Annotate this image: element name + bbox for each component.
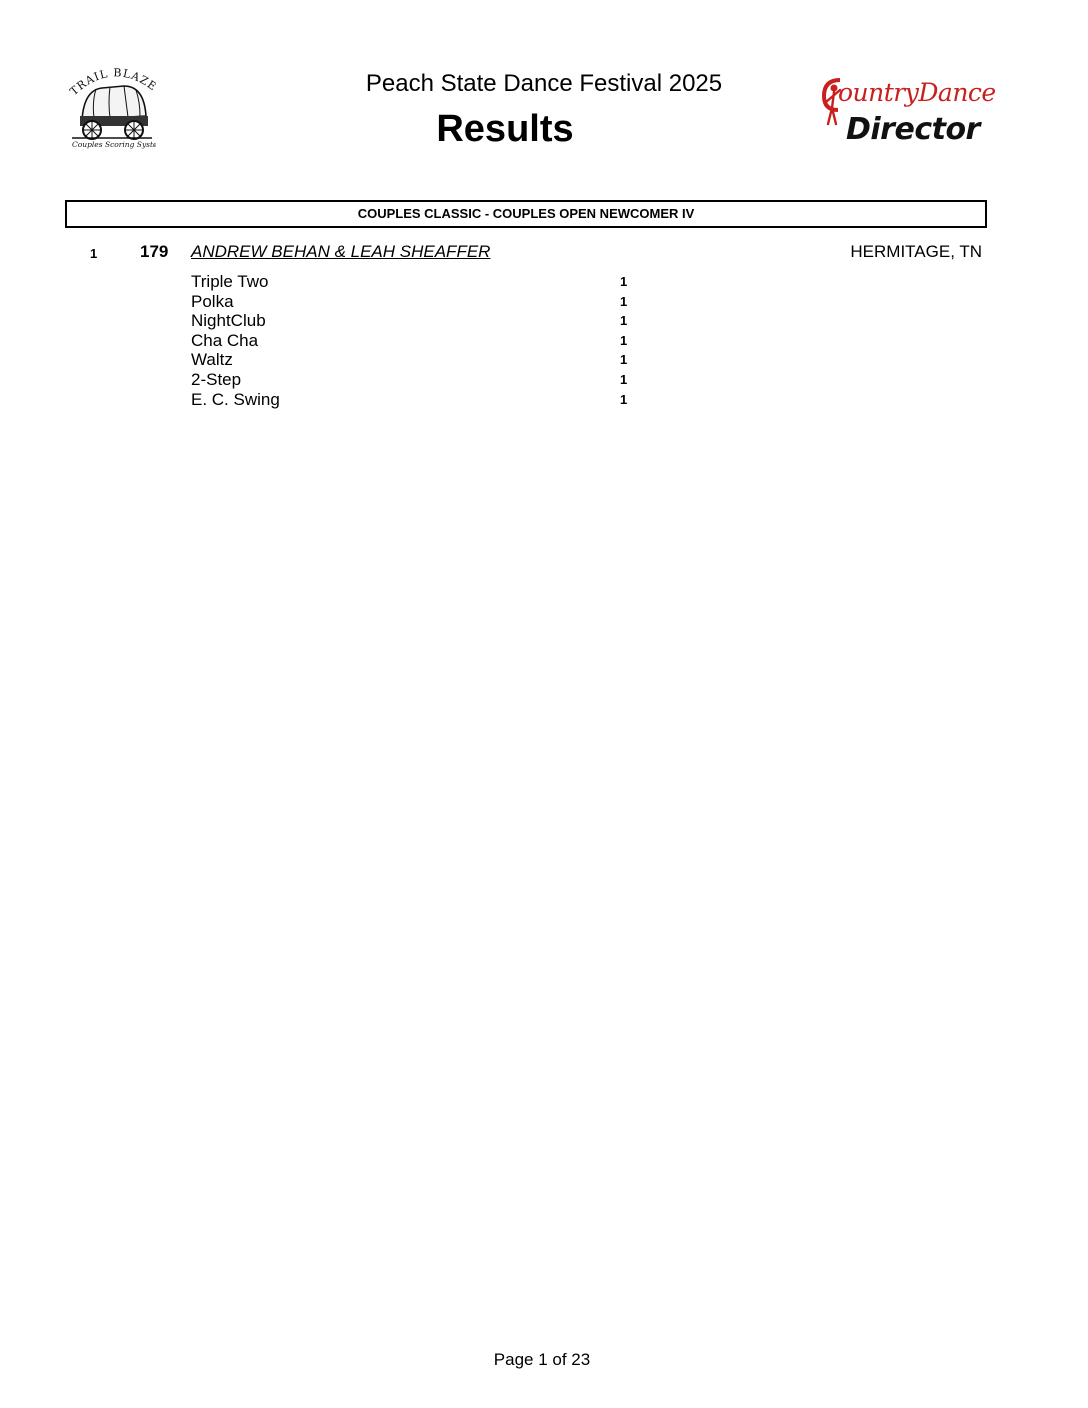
list-item	[191, 331, 651, 351]
countrydance-director-logo	[818, 74, 996, 154]
logo-line-director: Director	[846, 112, 980, 147]
festival-title: Peach State Dance Festival 2025	[365, 70, 723, 97]
dance-place: 1	[620, 293, 628, 309]
placement: 1	[90, 246, 98, 261]
list-item	[191, 292, 651, 312]
dance-place: 1	[620, 332, 628, 348]
logo-arc-text: TRAIL BLAZ	[68, 66, 152, 99]
dance-name: 2-Step	[191, 369, 242, 389]
logo-line-country-dance: ountryDance	[838, 78, 996, 107]
page-number: Page 1 of 23	[493, 1350, 591, 1369]
list-item	[191, 370, 651, 390]
dance-place: 1	[620, 352, 628, 368]
dance-score-list	[191, 272, 651, 409]
division-title: COUPLES CLASSIC - COUPLES OPEN NEWCOMER IV	[65, 200, 987, 228]
couple-location: HERMITAGE, TN	[850, 242, 982, 261]
dance-place: 1	[620, 371, 628, 387]
page-title: Results	[436, 108, 574, 150]
dance-name: Polka	[191, 291, 234, 311]
dance-place: 1	[620, 274, 628, 289]
list-item	[191, 350, 651, 370]
couple-name: ANDREW BEHAN & LEAH SHEAFFER	[191, 242, 491, 261]
dance-name: E. C. Swing	[191, 389, 280, 409]
dance-place: 1	[620, 391, 628, 407]
dance-name: Triple Two	[191, 272, 269, 291]
dance-name: Waltz	[191, 350, 233, 370]
list-item	[191, 390, 651, 410]
logo-script-text: Couples Scoring System	[72, 140, 156, 149]
list-item	[191, 311, 651, 331]
entry-number: 179	[140, 242, 169, 261]
dance-name: NightClub	[191, 311, 266, 331]
list-item	[191, 272, 651, 292]
dance-name: Cha Cha	[191, 330, 259, 350]
dance-place: 1	[620, 313, 628, 329]
